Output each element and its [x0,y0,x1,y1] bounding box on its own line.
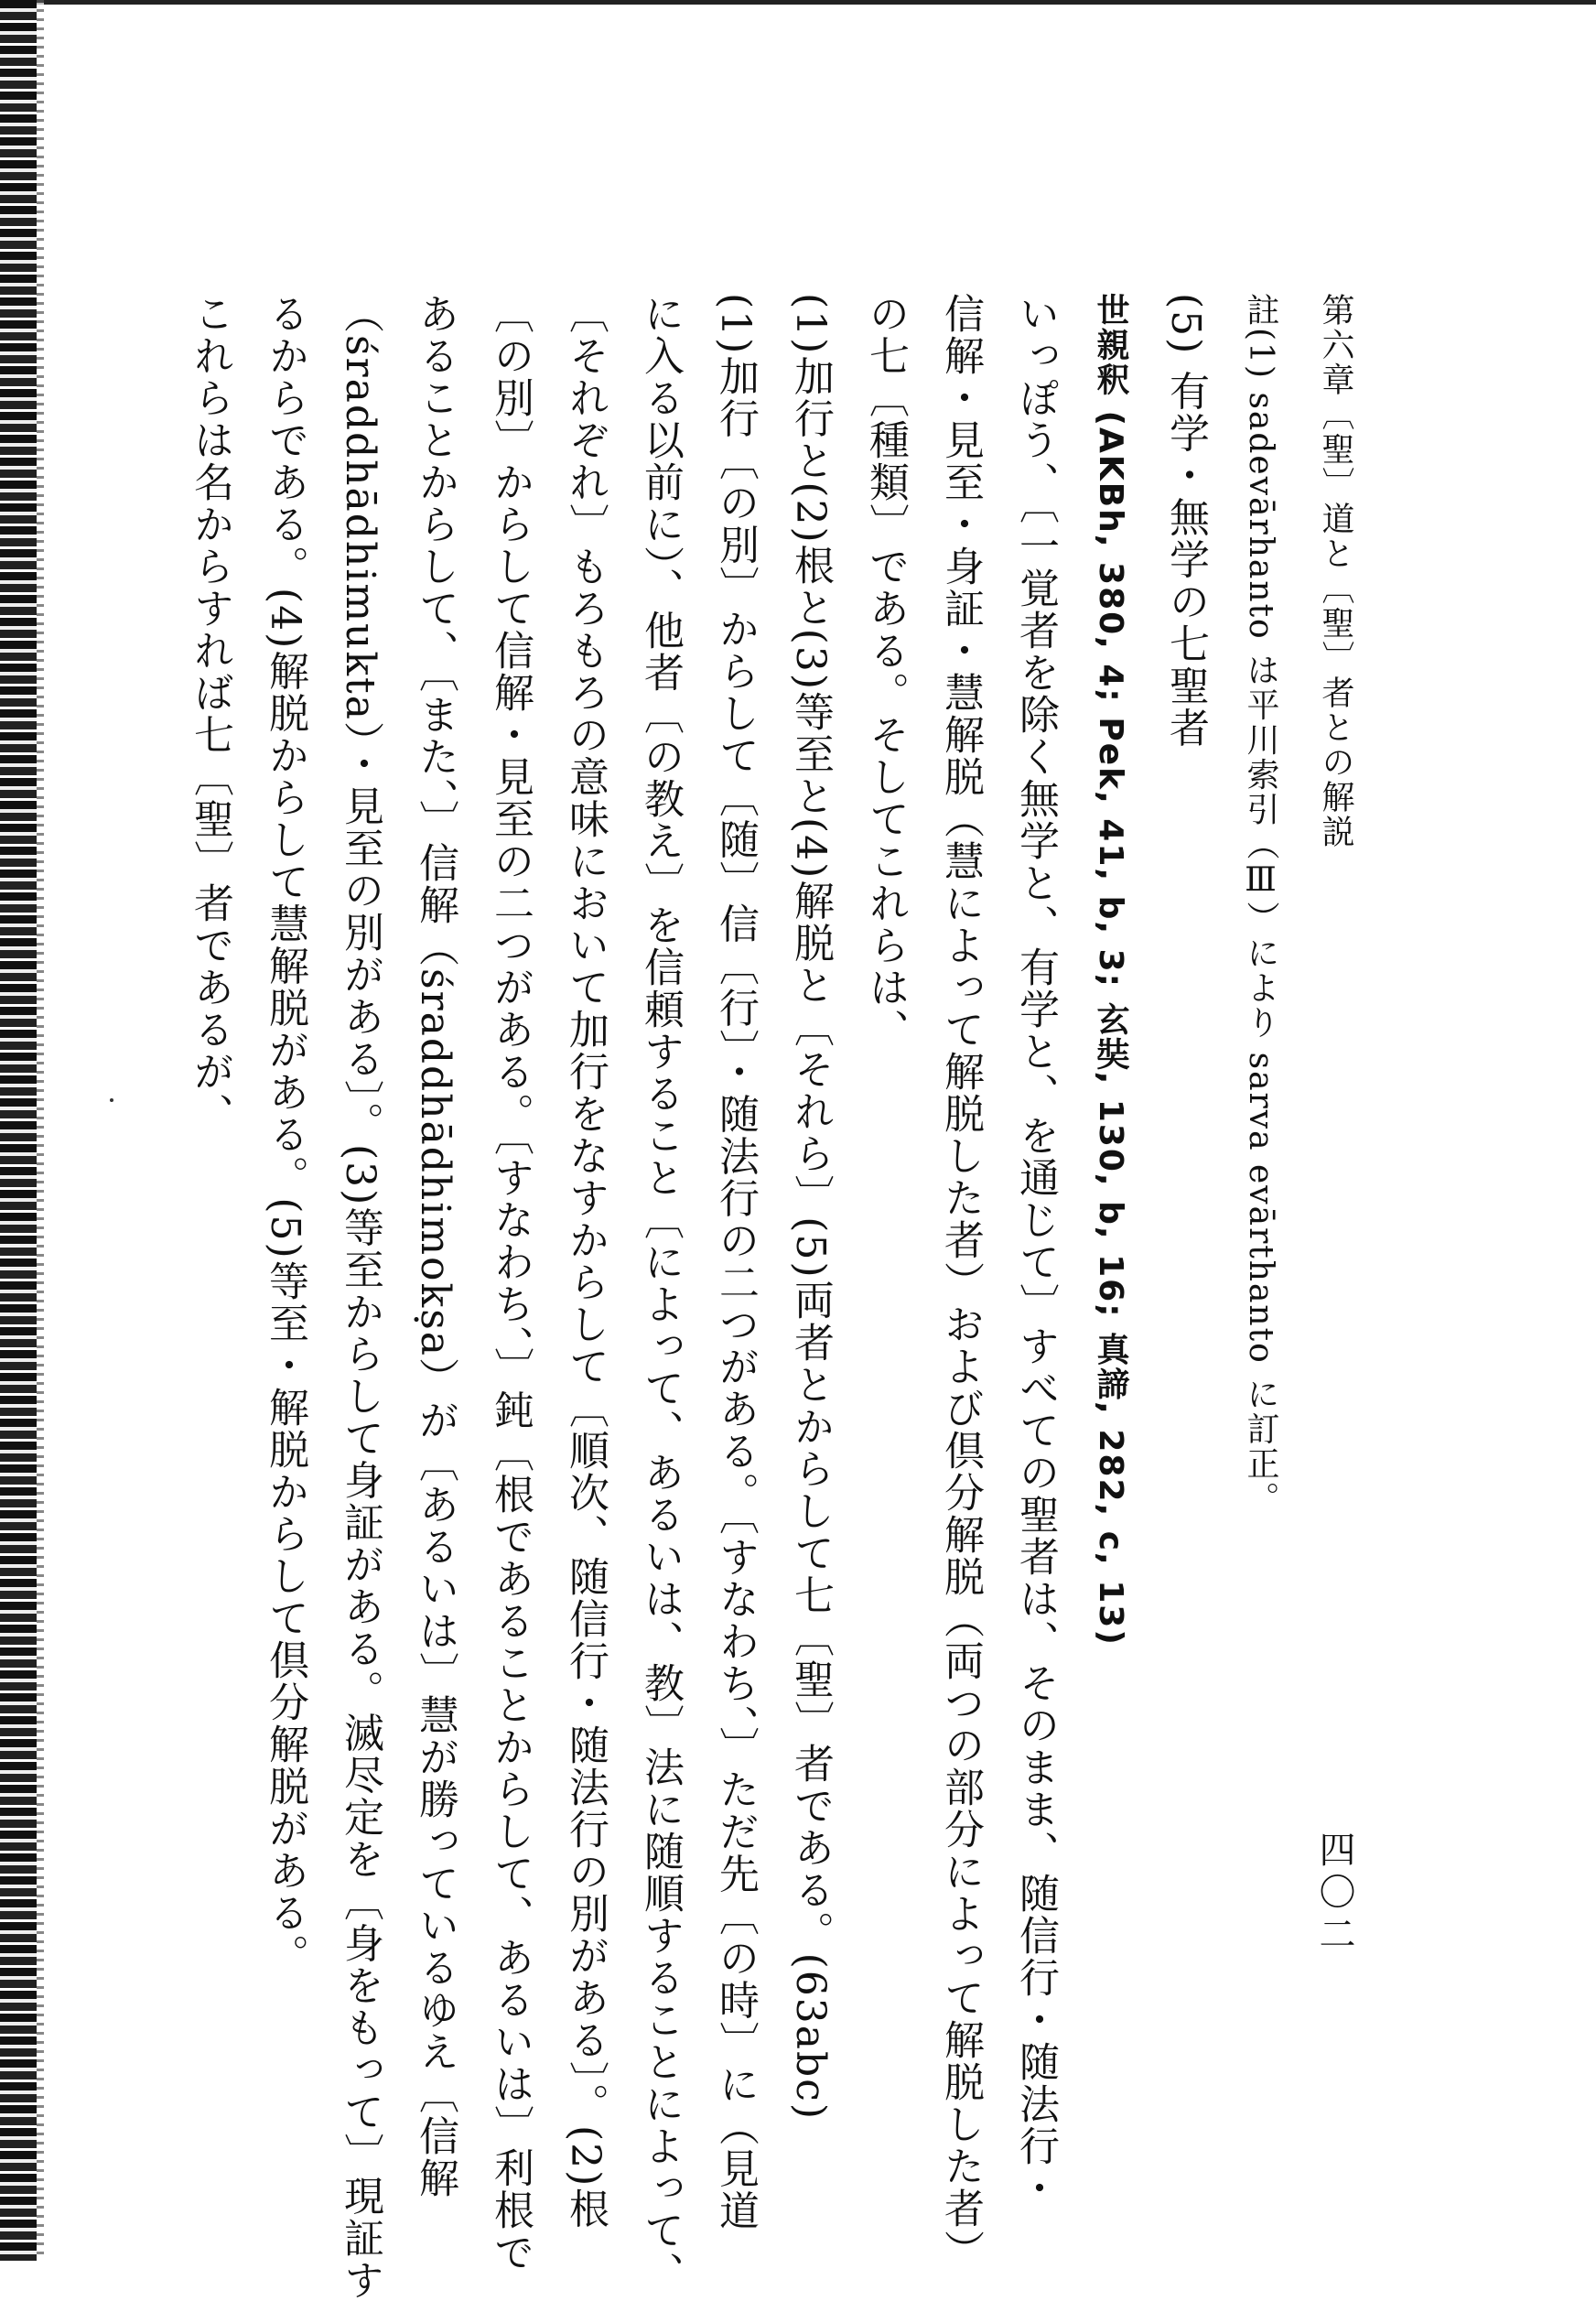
scan-speck [110,1098,113,1102]
body-line: 〔の別〕からして信解・見至の二つがある。〔すなわち、〕鈍〔根であることからして、あるいは〕利根で [487,293,534,2274]
body-line: (1)加行〔の別〕からして〔随〕信〔行〕・随法行の二つがある。〔すなわち、〕ただ先〔の時〕に（見道 [712,293,759,2232]
body-line: これらは名からすれば七〔聖〕者であるが、 [187,293,233,1135]
scan-binding-shadow [37,0,44,2261]
body-line: いっぽう、〔一覚者を除く無学と、有学と、を通じて〕すべての聖者は、そのまま、随信行・随法行・ [1012,293,1059,2209]
commentary-source: 世親釈 (AKBh, 380, 4; Pek, 41, b, 3; 玄奘, 130, b, 16; 真諦, 282, c, 13) [1092,293,1129,1647]
running-header: 第六章〔聖〕道と〔聖〕者との解説 [1317,293,1354,849]
body-line: 信解・見至・身証・慧解脱（慧によって解脱した者）および倶分解脱（両つの部分によって解脱した者） [937,293,984,2272]
body-line: に入る以前に）、他者〔の教え〕を信頼すること〔によって、あるいは、教〕法に随順することによって、 [637,293,684,2294]
page-text [187,293,1373,2301]
footnote: 註(1) sadevārhanto は平川索引（Ⅲ）により sarva evārthanto に訂正。 [1242,293,1279,1517]
body-line: の七〔種類〕である。そしてこれらは、 [862,293,909,1051]
body-line: るからである。(4)解脱からして慧解脱がある。(5)等至・解脱からして倶分解脱がある。 [262,293,308,1976]
verse-line: (1)加行と(2)根と(3)等至と(4)解脱と〔それら〕(5)両者とからして七〔聖〕者である。(63abc) [787,293,834,2121]
body-line: （śraddhādhimukta）・見至の別がある〕。(3)等至からして身証がある。滅尽定を〔身をもって〕現証す [337,293,383,2301]
body-line: あることからして、〔また、〕信解（śraddhādhimokṣa）が〔あるいは〕慧が勝っているゆえ〔信解 [412,293,458,2200]
scan-binding-edge [0,0,37,2261]
section-title: (5) 有学・無学の七聖者 [1162,293,1209,750]
scan-top-edge [0,0,1596,5]
body-line: 〔それぞれ〕もろもろの意味において加行をなすからして〔順次、随信行・随法行の別がある〕。(2)根 [562,293,609,2231]
page-number: 四〇二 [1313,1831,1355,1957]
